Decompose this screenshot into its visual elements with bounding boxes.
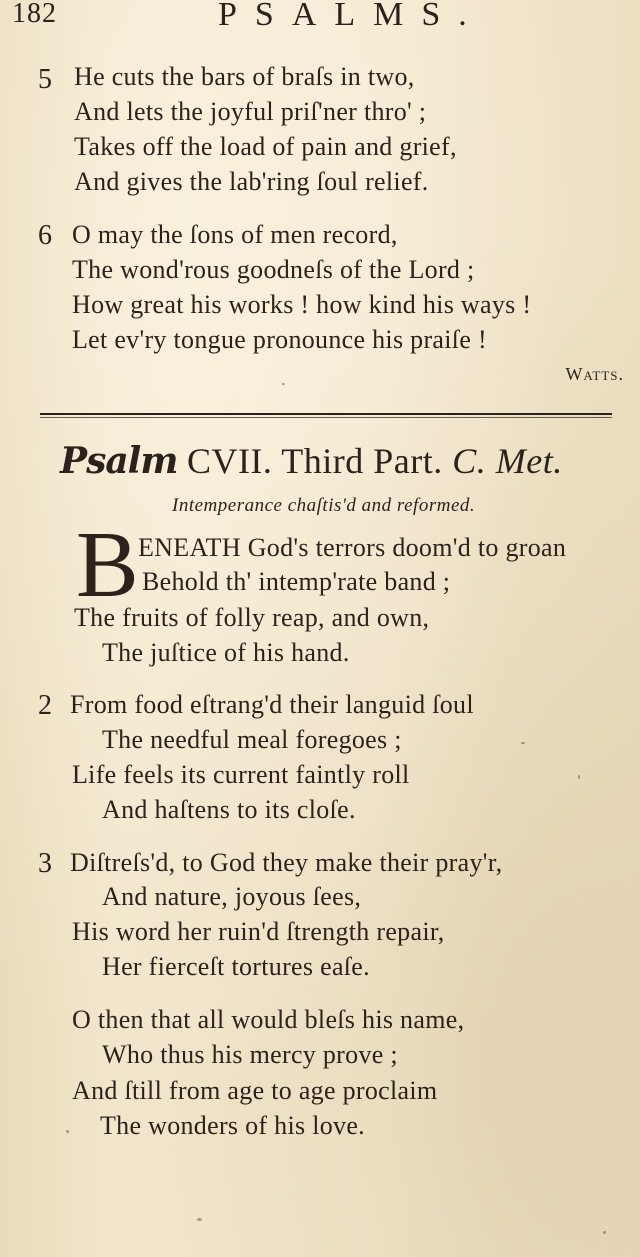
psalm-title-meter: C. Met. bbox=[452, 441, 563, 481]
paper-speck bbox=[521, 742, 525, 744]
verse-line: Let ev'ry tongue pronounce his praiſe ! bbox=[72, 325, 487, 354]
verse-line: From food eſtrang'd their languid ſoul bbox=[70, 690, 474, 719]
stanza-number: 5 bbox=[38, 64, 52, 95]
verse-line: And gives the lab'ring ſoul relief. bbox=[74, 167, 429, 196]
verse-line: Who thus his mercy prove ; bbox=[102, 1040, 398, 1069]
stanza-number: 6 bbox=[38, 220, 52, 251]
psalm-title-main: CVII. Third Part. bbox=[186, 441, 443, 481]
verse-line: O then that all would bleſs his name, bbox=[72, 1005, 465, 1034]
paper-speck bbox=[578, 775, 580, 779]
page-number: 182 bbox=[12, 0, 57, 29]
verse-line: The wonders of his love. bbox=[100, 1111, 365, 1140]
attribution: Watts. bbox=[565, 364, 624, 384]
psalm-subtitle: Intemperance chaſtis'd and reformed. bbox=[172, 495, 476, 516]
verse-line: The juſtice of his hand. bbox=[102, 638, 350, 667]
verse-line: The wond'rous goodneſs of the Lord ; bbox=[72, 255, 475, 284]
verse-line: Her fierceſt tortures eaſe. bbox=[102, 952, 370, 981]
psalm-title bbox=[60, 440, 563, 482]
verse-line: The fruits of folly reap, and own, bbox=[74, 603, 430, 632]
verse-line: O may the ſons of men record, bbox=[72, 220, 398, 249]
drop-cap: B bbox=[76, 513, 139, 617]
paper-speck bbox=[282, 383, 285, 385]
stanza-number: 3 bbox=[38, 848, 52, 879]
verse-line: And nature, joyous ſees, bbox=[102, 882, 362, 911]
running-head: PSALMS. bbox=[218, 0, 485, 33]
verse-line: How great his works ! how kind his ways ! bbox=[72, 290, 532, 319]
verse-line: Life feels its current faintly roll bbox=[72, 760, 410, 789]
verse-line: ENEATH God's terrors doom'd to groan bbox=[138, 533, 567, 562]
verse-line: And lets the joyful priſ'ner thro' ; bbox=[74, 97, 427, 126]
verse-line: His word her ruin'd ſtrength repair, bbox=[72, 917, 445, 946]
paper-speck bbox=[66, 1130, 69, 1133]
verse-line: And haſtens to its cloſe. bbox=[102, 795, 356, 824]
verse-line: And ſtill from age to age proclaim bbox=[72, 1076, 438, 1105]
verse-line: He cuts the bars of braſs in two, bbox=[74, 62, 415, 91]
paper-speck bbox=[197, 1218, 202, 1221]
section-rule-thin bbox=[40, 417, 612, 418]
section-rule bbox=[40, 413, 612, 415]
paper-speck bbox=[603, 1231, 606, 1234]
verse-line: Takes off the load of pain and grief, bbox=[74, 132, 457, 161]
verse-line: Behold th' intemp'rate band ; bbox=[142, 567, 451, 596]
stanza-number: 2 bbox=[38, 690, 52, 721]
verse-line: The needful meal foregoes ; bbox=[102, 725, 402, 754]
psalm-title-prefix: Psalm bbox=[60, 440, 178, 482]
verse-line: Diſtreſs'd, to God they make their pray'r, bbox=[70, 848, 503, 877]
